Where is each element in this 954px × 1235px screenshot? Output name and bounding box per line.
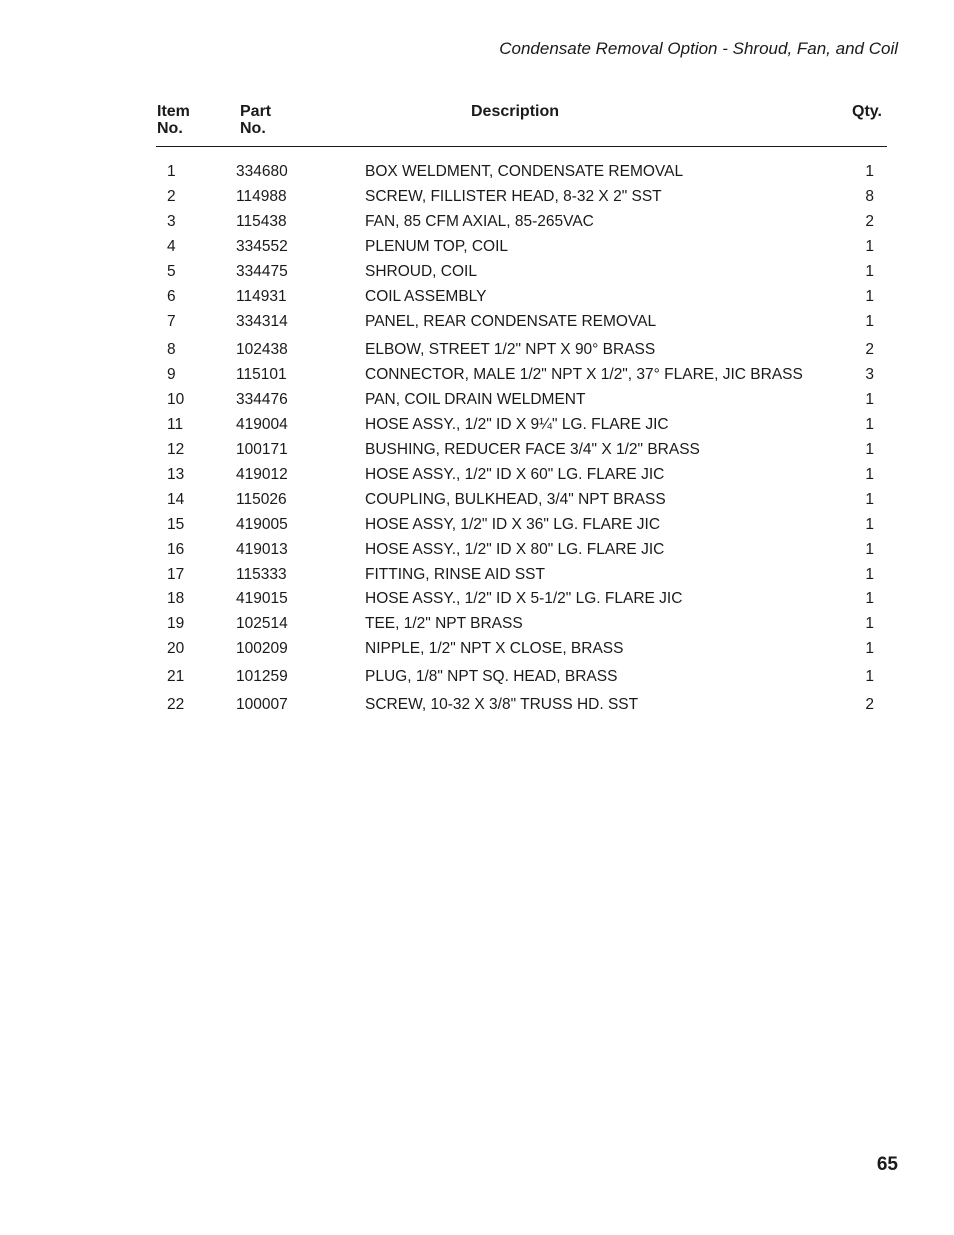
qty-cell: 1 <box>865 590 874 607</box>
item-no-cell: 1 <box>167 163 176 180</box>
qty-cell: 1 <box>865 491 874 508</box>
part-no-cell: 102438 <box>236 341 288 358</box>
item-no-cell: 17 <box>167 566 185 583</box>
description-cell: HOSE ASSY., 1/2" ID X 80" LG. FLARE JIC <box>365 541 665 558</box>
item-no-cell: 10 <box>167 391 185 408</box>
description-cell: PLENUM TOP, COIL <box>365 238 508 255</box>
table-row <box>0 588 954 610</box>
description-cell: FAN, 85 CFM AXIAL, 85-265VAC <box>365 213 594 230</box>
item-no-cell: 12 <box>167 441 185 458</box>
item-no-cell: 3 <box>167 213 176 230</box>
part-no-cell: 115026 <box>236 491 287 508</box>
part-no-cell: 419012 <box>236 466 288 483</box>
item-no-cell: 18 <box>167 590 185 607</box>
description-cell: CONNECTOR, MALE 1/2" NPT X 1/2", 37° FLARE, JIC BRASS <box>365 366 803 383</box>
part-no-cell: 334680 <box>236 163 288 180</box>
table-row <box>0 564 954 586</box>
part-no-cell: 101259 <box>236 668 288 685</box>
table-row <box>0 161 954 183</box>
part-no-cell: 334314 <box>236 313 288 330</box>
part-no-cell: 115438 <box>236 213 287 230</box>
part-no-cell: 419013 <box>236 541 288 558</box>
table-row <box>0 613 954 635</box>
table-row <box>0 539 954 561</box>
item-no-cell: 13 <box>167 466 185 483</box>
item-no-cell: 7 <box>167 313 176 330</box>
column-header-part-line1: Part <box>240 103 272 120</box>
description-cell: HOSE ASSY., 1/2" ID X 9¼" LG. FLARE JIC <box>365 416 669 433</box>
qty-cell: 1 <box>865 566 874 583</box>
qty-cell: 8 <box>865 188 874 205</box>
table-row <box>0 489 954 511</box>
item-no-cell: 9 <box>167 366 176 383</box>
table-row <box>0 666 954 688</box>
description-cell: HOSE ASSY, 1/2" ID X 36" LG. FLARE JIC <box>365 516 661 533</box>
page-number: 65 <box>876 1154 898 1175</box>
description-cell: SCREW, FILLISTER HEAD, 8-32 X 2" SST <box>365 188 662 205</box>
table-row <box>0 694 954 716</box>
qty-cell: 1 <box>865 516 874 533</box>
item-no-cell: 20 <box>167 640 185 657</box>
qty-cell: 1 <box>865 263 874 280</box>
item-no-cell: 2 <box>167 188 176 205</box>
item-no-cell: 15 <box>167 516 185 533</box>
description-cell: HOSE ASSY., 1/2" ID X 5-1/2" LG. FLARE JIC <box>365 590 683 607</box>
table-row <box>0 439 954 461</box>
description-cell: COUPLING, BULKHEAD, 3/4" NPT BRASS <box>365 491 666 508</box>
part-no-cell: 419015 <box>236 590 288 607</box>
part-no-cell: 419004 <box>236 416 288 433</box>
qty-cell: 1 <box>865 541 874 558</box>
part-no-cell: 100209 <box>236 640 288 657</box>
qty-cell: 3 <box>865 366 874 383</box>
table-row <box>0 389 954 411</box>
table-row <box>0 311 954 333</box>
qty-cell: 2 <box>865 696 874 713</box>
column-header-part-line2: No. <box>240 120 266 137</box>
part-no-cell: 100007 <box>236 696 288 713</box>
qty-cell: 2 <box>865 341 874 358</box>
table-row <box>0 638 954 660</box>
column-header-part-no <box>240 103 271 137</box>
item-no-cell: 11 <box>167 416 184 433</box>
part-no-cell: 114988 <box>236 188 287 205</box>
item-no-cell: 6 <box>167 288 176 305</box>
column-header-description: Description <box>471 103 560 120</box>
part-no-cell: 419005 <box>236 516 288 533</box>
item-no-cell: 19 <box>167 615 185 632</box>
qty-cell: 1 <box>865 441 874 458</box>
qty-cell: 1 <box>865 288 874 305</box>
column-header-item-line1: Item <box>157 103 190 120</box>
description-cell: ELBOW, STREET 1/2" NPT X 90° BRASS <box>365 341 656 358</box>
item-no-cell: 22 <box>167 696 185 713</box>
item-no-cell: 8 <box>167 341 176 358</box>
table-row <box>0 339 954 361</box>
description-cell: BOX WELDMENT, CONDENSATE REMOVAL <box>365 163 684 180</box>
description-cell: COIL ASSEMBLY <box>365 288 487 305</box>
running-header-title: Condensate Removal Option - Shroud, Fan, and Coil <box>499 39 898 58</box>
qty-cell: 1 <box>865 238 874 255</box>
item-no-cell: 5 <box>167 263 176 280</box>
description-cell: SCREW, 10-32 X 3/8" TRUSS HD. SST <box>365 696 639 713</box>
part-no-cell: 114931 <box>236 288 287 305</box>
table-row <box>0 464 954 486</box>
description-cell: PLUG, 1/8" NPT SQ. HEAD, BRASS <box>365 668 618 685</box>
qty-cell: 1 <box>865 416 874 433</box>
description-cell: FITTING, RINSE AID SST <box>365 566 545 583</box>
table-row <box>0 186 954 208</box>
description-cell: PANEL, REAR CONDENSATE REMOVAL <box>365 313 657 330</box>
part-no-cell: 115101 <box>236 366 287 383</box>
description-cell: PAN, COIL DRAIN WELDMENT <box>365 391 586 408</box>
part-no-cell: 100171 <box>236 441 288 458</box>
header-divider <box>156 146 887 147</box>
item-no-cell: 16 <box>167 541 185 558</box>
qty-cell: 1 <box>865 615 874 632</box>
description-cell: SHROUD, COIL <box>365 263 477 280</box>
description-cell: BUSHING, REDUCER FACE 3/4" X 1/2" BRASS <box>365 441 700 458</box>
part-no-cell: 334476 <box>236 391 288 408</box>
part-no-cell: 115333 <box>236 566 287 583</box>
qty-cell: 1 <box>865 391 874 408</box>
part-no-cell: 334475 <box>236 263 288 280</box>
qty-cell: 1 <box>865 640 874 657</box>
part-no-cell: 334552 <box>236 238 288 255</box>
qty-cell: 1 <box>865 313 874 330</box>
table-row <box>0 261 954 283</box>
column-header-item-no <box>157 103 190 137</box>
item-no-cell: 4 <box>167 238 176 255</box>
table-row <box>0 236 954 258</box>
table-row <box>0 414 954 436</box>
table-row <box>0 211 954 233</box>
column-header-qty: Qty. <box>852 103 882 120</box>
qty-cell: 2 <box>865 213 874 230</box>
item-no-cell: 14 <box>167 491 185 508</box>
qty-cell: 1 <box>865 668 874 685</box>
part-no-cell: 102514 <box>236 615 288 632</box>
description-cell: HOSE ASSY., 1/2" ID X 60" LG. FLARE JIC <box>365 466 665 483</box>
column-header-item-line2: No. <box>157 120 183 137</box>
qty-cell: 1 <box>865 466 874 483</box>
description-cell: NIPPLE, 1/2" NPT X CLOSE, BRASS <box>365 640 624 657</box>
description-cell: TEE, 1/2" NPT BRASS <box>365 615 523 632</box>
table-row <box>0 286 954 308</box>
qty-cell: 1 <box>865 163 874 180</box>
table-row <box>0 514 954 536</box>
item-no-cell: 21 <box>167 668 185 685</box>
table-row <box>0 364 954 386</box>
